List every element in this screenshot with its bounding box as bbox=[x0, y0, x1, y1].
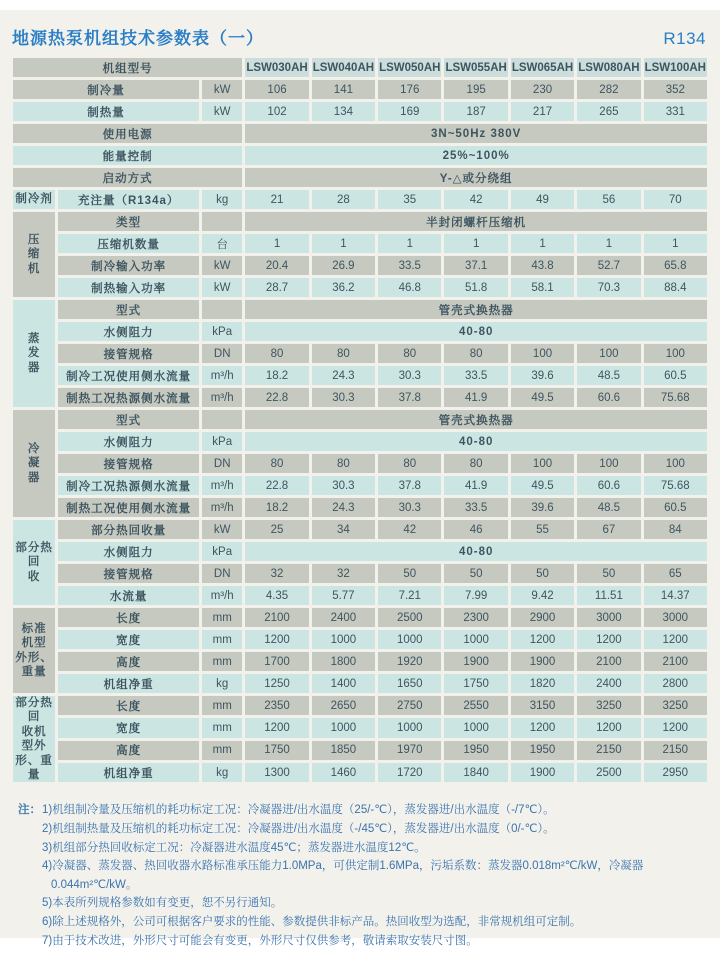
value-cell: 2400 bbox=[577, 674, 640, 693]
value-cell: 265 bbox=[577, 102, 640, 121]
merged-value-cell: Y-△或分绕组 bbox=[245, 168, 707, 187]
value-cell: 2400 bbox=[312, 608, 375, 627]
value-cell: 2150 bbox=[644, 741, 707, 760]
value-cell: 46 bbox=[444, 520, 507, 539]
value-cell: 1200 bbox=[511, 718, 574, 737]
model-header-cell: LSW040AH bbox=[312, 58, 375, 77]
table-row bbox=[13, 256, 707, 275]
unit-cell: m³/h bbox=[202, 476, 242, 495]
value-cell: 56 bbox=[577, 190, 640, 209]
unit-cell bbox=[202, 410, 242, 429]
row-label-cell: 部分热回收量 bbox=[58, 520, 199, 539]
value-cell: 70.3 bbox=[577, 278, 640, 297]
row-label-cell: 压缩机数量 bbox=[58, 234, 199, 253]
unit-cell: kW bbox=[202, 80, 242, 99]
value-cell: 1200 bbox=[245, 718, 308, 737]
value-cell: 1000 bbox=[378, 718, 441, 737]
row-label-cell: 型式 bbox=[58, 410, 199, 429]
value-cell: 41.9 bbox=[444, 388, 507, 407]
value-cell: 230 bbox=[511, 80, 574, 99]
value-cell: 176 bbox=[378, 80, 441, 99]
value-cell: 1 bbox=[444, 234, 507, 253]
unit-cell: mm bbox=[202, 652, 242, 671]
value-cell: 2750 bbox=[378, 696, 441, 715]
merged-value-cell: 40-80 bbox=[245, 542, 707, 561]
note-item: 2)机组制热量及压缩机的耗功标定工况：冷凝器进/出水温度（-/45℃），蒸发器进/出水温度（0/-℃）。 bbox=[42, 822, 555, 835]
value-cell: 2150 bbox=[577, 741, 640, 760]
value-cell: 1 bbox=[577, 234, 640, 253]
row-label-cell: 制热量 bbox=[13, 102, 199, 121]
value-cell: 80 bbox=[312, 344, 375, 363]
row-label-cell: 水侧阻力 bbox=[58, 542, 199, 561]
value-cell: 80 bbox=[444, 344, 507, 363]
table-row bbox=[13, 388, 707, 407]
value-cell: 24.3 bbox=[312, 498, 375, 517]
model-header-cell: LSW050AH bbox=[378, 58, 441, 77]
value-cell: 80 bbox=[312, 454, 375, 473]
value-cell: 50 bbox=[577, 564, 640, 583]
row-label-cell: 制热工况使用侧水流量 bbox=[58, 498, 199, 517]
value-cell: 1950 bbox=[444, 741, 507, 760]
note-item: 7)由于技术改进，外形尺寸可能会有变更，外形尺寸仅供参考，敬请索取安装尺寸图。 bbox=[42, 934, 478, 947]
page-header bbox=[0, 10, 720, 55]
group-header-cell: 压 缩 机 bbox=[13, 212, 55, 297]
value-cell: 14.37 bbox=[644, 586, 707, 605]
row-label-cell: 使用电源 bbox=[13, 124, 242, 143]
table-row bbox=[13, 476, 707, 495]
merged-value-cell: 40-80 bbox=[245, 322, 707, 341]
value-cell: 1900 bbox=[444, 652, 507, 671]
value-cell: 7.99 bbox=[444, 586, 507, 605]
row-label-cell: 高度 bbox=[58, 652, 199, 671]
value-cell: 75.68 bbox=[644, 476, 707, 495]
value-cell: 100 bbox=[511, 454, 574, 473]
value-cell: 60.5 bbox=[644, 498, 707, 517]
value-cell: 1840 bbox=[444, 763, 507, 782]
merged-value-cell: 管壳式换热器 bbox=[245, 300, 707, 319]
value-cell: 1970 bbox=[378, 741, 441, 760]
value-cell: 65.8 bbox=[644, 256, 707, 275]
value-cell: 46.8 bbox=[378, 278, 441, 297]
value-cell: 1750 bbox=[245, 741, 308, 760]
value-cell: 9.42 bbox=[511, 586, 574, 605]
value-cell: 1200 bbox=[577, 718, 640, 737]
value-cell: 36.2 bbox=[312, 278, 375, 297]
table-row bbox=[13, 102, 707, 121]
value-cell: 1200 bbox=[577, 630, 640, 649]
value-cell: 60.6 bbox=[577, 388, 640, 407]
value-cell: 25 bbox=[245, 520, 308, 539]
value-cell: 52.7 bbox=[577, 256, 640, 275]
table-row bbox=[13, 741, 707, 760]
value-cell: 60.6 bbox=[577, 476, 640, 495]
value-cell: 1200 bbox=[245, 630, 308, 649]
value-cell: 106 bbox=[245, 80, 308, 99]
value-cell: 1820 bbox=[511, 674, 574, 693]
value-cell: 3250 bbox=[577, 696, 640, 715]
unit-cell: m³/h bbox=[202, 586, 242, 605]
value-cell: 37.8 bbox=[378, 388, 441, 407]
value-cell: 2100 bbox=[644, 652, 707, 671]
value-cell: 3000 bbox=[577, 608, 640, 627]
value-cell: 100 bbox=[644, 344, 707, 363]
unit-cell: mm bbox=[202, 608, 242, 627]
table-row bbox=[13, 763, 707, 782]
value-cell: 282 bbox=[577, 80, 640, 99]
table-row bbox=[13, 410, 707, 429]
value-cell: 2350 bbox=[245, 696, 308, 715]
group-header-cell: 部分热回 收 bbox=[13, 520, 55, 605]
unit-cell: kPa bbox=[202, 432, 242, 451]
merged-value-cell: 半封闭螺杆压缩机 bbox=[245, 212, 707, 231]
value-cell: 3150 bbox=[511, 696, 574, 715]
table-row bbox=[13, 674, 707, 693]
row-label-cell: 制冷输入功率 bbox=[58, 256, 199, 275]
value-cell: 1000 bbox=[378, 630, 441, 649]
unit-cell: kW bbox=[202, 278, 242, 297]
unit-cell: mm bbox=[202, 718, 242, 737]
value-cell: 100 bbox=[577, 454, 640, 473]
table-row bbox=[13, 520, 707, 539]
model-header-label: 机组型号 bbox=[13, 58, 242, 77]
model-header-cell: LSW080AH bbox=[577, 58, 640, 77]
value-cell: 49 bbox=[511, 190, 574, 209]
value-cell: 7.21 bbox=[378, 586, 441, 605]
unit-cell: DN bbox=[202, 454, 242, 473]
value-cell: 1200 bbox=[644, 718, 707, 737]
value-cell: 3250 bbox=[644, 696, 707, 715]
value-cell: 1250 bbox=[245, 674, 308, 693]
group-header-cell: 标准 机型 外形、 重量 bbox=[13, 608, 55, 693]
value-cell: 33.5 bbox=[444, 498, 507, 517]
value-cell: 1 bbox=[312, 234, 375, 253]
value-cell: 1800 bbox=[312, 652, 375, 671]
value-cell: 37.8 bbox=[378, 476, 441, 495]
unit-cell: m³/h bbox=[202, 498, 242, 517]
value-cell: 331 bbox=[644, 102, 707, 121]
value-cell: 1920 bbox=[378, 652, 441, 671]
value-cell: 352 bbox=[644, 80, 707, 99]
model-header-cell: LSW100AH bbox=[644, 58, 707, 77]
value-cell: 43.8 bbox=[511, 256, 574, 275]
table-row bbox=[13, 344, 707, 363]
unit-cell: kg bbox=[202, 674, 242, 693]
row-label-cell: 制热输入功率 bbox=[58, 278, 199, 297]
note-item: 3)机组部分热回收标定工况：冷凝器进水温度45℃；蒸发器进水温度12℃。 bbox=[42, 841, 426, 854]
value-cell: 100 bbox=[644, 454, 707, 473]
value-cell: 80 bbox=[444, 454, 507, 473]
value-cell: 2950 bbox=[644, 763, 707, 782]
value-cell: 37.1 bbox=[444, 256, 507, 275]
group-header-cell: 冷 凝 器 bbox=[13, 410, 55, 517]
value-cell: 39.6 bbox=[511, 498, 574, 517]
value-cell: 70 bbox=[644, 190, 707, 209]
note-item: 5)本表所列规格参数如有变更，恕不另行通知。 bbox=[42, 897, 283, 910]
notes-prefix: 注： bbox=[18, 804, 41, 817]
value-cell: 1 bbox=[511, 234, 574, 253]
value-cell: 20.4 bbox=[245, 256, 308, 275]
value-cell: 80 bbox=[378, 344, 441, 363]
table-row bbox=[13, 322, 707, 341]
merged-value-cell: 40-80 bbox=[245, 432, 707, 451]
value-cell: 1000 bbox=[312, 718, 375, 737]
table-row bbox=[13, 234, 707, 253]
value-cell: 30.3 bbox=[312, 476, 375, 495]
unit-cell: 台 bbox=[202, 234, 242, 253]
value-cell: 33.5 bbox=[444, 366, 507, 385]
row-label-cell: 机组净重 bbox=[58, 674, 199, 693]
value-cell: 42 bbox=[378, 520, 441, 539]
value-cell: 3000 bbox=[644, 608, 707, 627]
value-cell: 48.5 bbox=[577, 498, 640, 517]
value-cell: 1000 bbox=[444, 630, 507, 649]
value-cell: 1950 bbox=[511, 741, 574, 760]
row-label-cell: 水流量 bbox=[58, 586, 199, 605]
row-label-cell: 制热工况热源侧水流量 bbox=[58, 388, 199, 407]
value-cell: 26.9 bbox=[312, 256, 375, 275]
value-cell: 5.77 bbox=[312, 586, 375, 605]
value-cell: 1700 bbox=[245, 652, 308, 671]
value-cell: 75.68 bbox=[644, 388, 707, 407]
value-cell: 1000 bbox=[444, 718, 507, 737]
refrigerant-badge: R134 bbox=[663, 29, 706, 48]
value-cell: 1 bbox=[245, 234, 308, 253]
row-label-cell: 型式 bbox=[58, 300, 199, 319]
model-header-row bbox=[13, 58, 707, 77]
table-row bbox=[13, 278, 707, 297]
row-label-cell: 接管规格 bbox=[58, 344, 199, 363]
merged-value-cell: 管壳式换热器 bbox=[245, 410, 707, 429]
row-label-cell: 类型 bbox=[58, 212, 199, 231]
value-cell: 1720 bbox=[378, 763, 441, 782]
unit-cell: kPa bbox=[202, 322, 242, 341]
value-cell: 50 bbox=[444, 564, 507, 583]
model-header-cell: LSW065AH bbox=[511, 58, 574, 77]
table-row bbox=[13, 432, 707, 451]
row-label-cell: 接管规格 bbox=[58, 564, 199, 583]
value-cell: 58.1 bbox=[511, 278, 574, 297]
value-cell: 22.8 bbox=[245, 388, 308, 407]
value-cell: 1650 bbox=[378, 674, 441, 693]
table-row bbox=[13, 564, 707, 583]
unit-cell: m³/h bbox=[202, 388, 242, 407]
value-cell: 32 bbox=[245, 564, 308, 583]
table-row bbox=[13, 190, 707, 209]
table-row bbox=[13, 454, 707, 473]
row-label-cell: 充注量（R134a） bbox=[58, 190, 199, 209]
value-cell: 1 bbox=[644, 234, 707, 253]
value-cell: 88.4 bbox=[644, 278, 707, 297]
value-cell: 80 bbox=[245, 454, 308, 473]
model-header-cell: LSW030AH bbox=[245, 58, 308, 77]
row-label-cell: 长度 bbox=[58, 608, 199, 627]
row-label-cell: 制冷工况使用侧水流量 bbox=[58, 366, 199, 385]
value-cell: 1200 bbox=[644, 630, 707, 649]
model-header-cell: LSW055AH bbox=[444, 58, 507, 77]
table-row bbox=[13, 498, 707, 517]
row-label-cell: 宽度 bbox=[58, 630, 199, 649]
value-cell: 100 bbox=[511, 344, 574, 363]
table-row bbox=[13, 366, 707, 385]
row-label-cell: 制冷量 bbox=[13, 80, 199, 99]
notes-section bbox=[18, 801, 720, 950]
row-label-cell: 长度 bbox=[58, 696, 199, 715]
value-cell: 65 bbox=[644, 564, 707, 583]
value-cell: 84 bbox=[644, 520, 707, 539]
value-cell: 1400 bbox=[312, 674, 375, 693]
table-row bbox=[13, 146, 707, 165]
unit-cell: kg bbox=[202, 190, 242, 209]
value-cell: 67 bbox=[577, 520, 640, 539]
value-cell: 100 bbox=[577, 344, 640, 363]
row-label-cell: 机组净重 bbox=[58, 763, 199, 782]
value-cell: 60.5 bbox=[644, 366, 707, 385]
group-header-cell: 蒸 发 器 bbox=[13, 300, 55, 407]
value-cell: 2550 bbox=[444, 696, 507, 715]
page-title: 地源热泵机组技术参数表（一） bbox=[12, 29, 264, 48]
value-cell: 4.35 bbox=[245, 586, 308, 605]
value-cell: 35 bbox=[378, 190, 441, 209]
notes-body bbox=[42, 801, 658, 950]
table-row bbox=[13, 586, 707, 605]
merged-value-cell: 25%~100% bbox=[245, 146, 707, 165]
value-cell: 1000 bbox=[312, 630, 375, 649]
value-cell: 80 bbox=[245, 344, 308, 363]
value-cell: 2100 bbox=[245, 608, 308, 627]
value-cell: 2650 bbox=[312, 696, 375, 715]
value-cell: 50 bbox=[511, 564, 574, 583]
table-row bbox=[13, 124, 707, 143]
value-cell: 49.5 bbox=[511, 476, 574, 495]
unit-cell: mm bbox=[202, 630, 242, 649]
row-label-cell: 制冷工况热源侧水流量 bbox=[58, 476, 199, 495]
value-cell: 2500 bbox=[577, 763, 640, 782]
value-cell: 134 bbox=[312, 102, 375, 121]
row-label-cell: 接管规格 bbox=[58, 454, 199, 473]
row-label-cell: 水侧阻力 bbox=[58, 322, 199, 341]
note-item: 1)机组制冷量及压缩机的耗功标定工况：冷凝器进/出水温度（25/-℃），蒸发器进/出水温度（-/7℃）。 bbox=[42, 804, 555, 817]
value-cell: 30.3 bbox=[378, 366, 441, 385]
value-cell: 49.5 bbox=[511, 388, 574, 407]
unit-cell: kW bbox=[202, 520, 242, 539]
value-cell: 32 bbox=[312, 564, 375, 583]
value-cell: 2800 bbox=[644, 674, 707, 693]
value-cell: 55 bbox=[511, 520, 574, 539]
value-cell: 217 bbox=[511, 102, 574, 121]
value-cell: 102 bbox=[245, 102, 308, 121]
value-cell: 11.51 bbox=[577, 586, 640, 605]
value-cell: 24.3 bbox=[312, 366, 375, 385]
value-cell: 18.2 bbox=[245, 498, 308, 517]
value-cell: 51.8 bbox=[444, 278, 507, 297]
unit-cell: mm bbox=[202, 741, 242, 760]
table-row bbox=[13, 542, 707, 561]
value-cell: 1460 bbox=[312, 763, 375, 782]
table-row bbox=[13, 168, 707, 187]
value-cell: 33.5 bbox=[378, 256, 441, 275]
value-cell: 2100 bbox=[577, 652, 640, 671]
value-cell: 187 bbox=[444, 102, 507, 121]
value-cell: 34 bbox=[312, 520, 375, 539]
table-row bbox=[13, 608, 707, 627]
value-cell: 2500 bbox=[378, 608, 441, 627]
table-row bbox=[13, 696, 707, 715]
value-cell: 50 bbox=[378, 564, 441, 583]
value-cell: 22.8 bbox=[245, 476, 308, 495]
value-cell: 28.7 bbox=[245, 278, 308, 297]
table-row bbox=[13, 652, 707, 671]
value-cell: 48.5 bbox=[577, 366, 640, 385]
value-cell: 1300 bbox=[245, 763, 308, 782]
value-cell: 1900 bbox=[511, 763, 574, 782]
row-label-cell: 能量控制 bbox=[13, 146, 242, 165]
unit-cell: mm bbox=[202, 696, 242, 715]
value-cell: 30.3 bbox=[378, 498, 441, 517]
unit-cell: kPa bbox=[202, 542, 242, 561]
row-label-cell: 高度 bbox=[58, 741, 199, 760]
value-cell: 1200 bbox=[511, 630, 574, 649]
note-item: 4)冷凝器、蒸发器、热回收器水路标准承压能力1.0MPa，可供定制1.6MPa，污垢系数：蒸发器0.018m²℃/kW，冷凝器0.044m²℃/kW。 bbox=[42, 860, 644, 891]
unit-cell: kW bbox=[202, 102, 242, 121]
table-row bbox=[13, 300, 707, 319]
spec-table bbox=[10, 55, 710, 785]
table-row bbox=[13, 212, 707, 231]
row-label-cell: 水侧阻力 bbox=[58, 432, 199, 451]
unit-cell: kW bbox=[202, 256, 242, 275]
value-cell: 141 bbox=[312, 80, 375, 99]
group-header-cell: 部分热回 收机 型外 形、重 量 bbox=[13, 696, 55, 782]
value-cell: 41.9 bbox=[444, 476, 507, 495]
value-cell: 195 bbox=[444, 80, 507, 99]
value-cell: 2300 bbox=[444, 608, 507, 627]
value-cell: 30.3 bbox=[312, 388, 375, 407]
table-row bbox=[13, 80, 707, 99]
note-item: 6)除上述规格外，公司可根据客户要求的性能、参数提供非标产品。热回收型为选配，非常规机组可定制。 bbox=[42, 916, 582, 928]
value-cell: 39.6 bbox=[511, 366, 574, 385]
row-label-cell: 启动方式 bbox=[13, 168, 242, 187]
group-header-cell: 制冷剂 bbox=[13, 190, 55, 209]
catalog-page bbox=[0, 10, 720, 947]
value-cell: 80 bbox=[378, 454, 441, 473]
table-row bbox=[13, 718, 707, 737]
row-label-cell: 宽度 bbox=[58, 718, 199, 737]
value-cell: 18.2 bbox=[245, 366, 308, 385]
unit-cell: DN bbox=[202, 564, 242, 583]
merged-value-cell: 3N~50Hz 380V bbox=[245, 124, 707, 143]
value-cell: 1850 bbox=[312, 741, 375, 760]
value-cell: 2900 bbox=[511, 608, 574, 627]
value-cell: 1750 bbox=[444, 674, 507, 693]
unit-cell bbox=[202, 212, 242, 231]
unit-cell bbox=[202, 300, 242, 319]
value-cell: 1 bbox=[378, 234, 441, 253]
value-cell: 28 bbox=[312, 190, 375, 209]
unit-cell: kg bbox=[202, 763, 242, 782]
value-cell: 1900 bbox=[511, 652, 574, 671]
value-cell: 42 bbox=[444, 190, 507, 209]
value-cell: 169 bbox=[378, 102, 441, 121]
unit-cell: DN bbox=[202, 344, 242, 363]
value-cell: 21 bbox=[245, 190, 308, 209]
table-row bbox=[13, 630, 707, 649]
unit-cell: m³/h bbox=[202, 366, 242, 385]
